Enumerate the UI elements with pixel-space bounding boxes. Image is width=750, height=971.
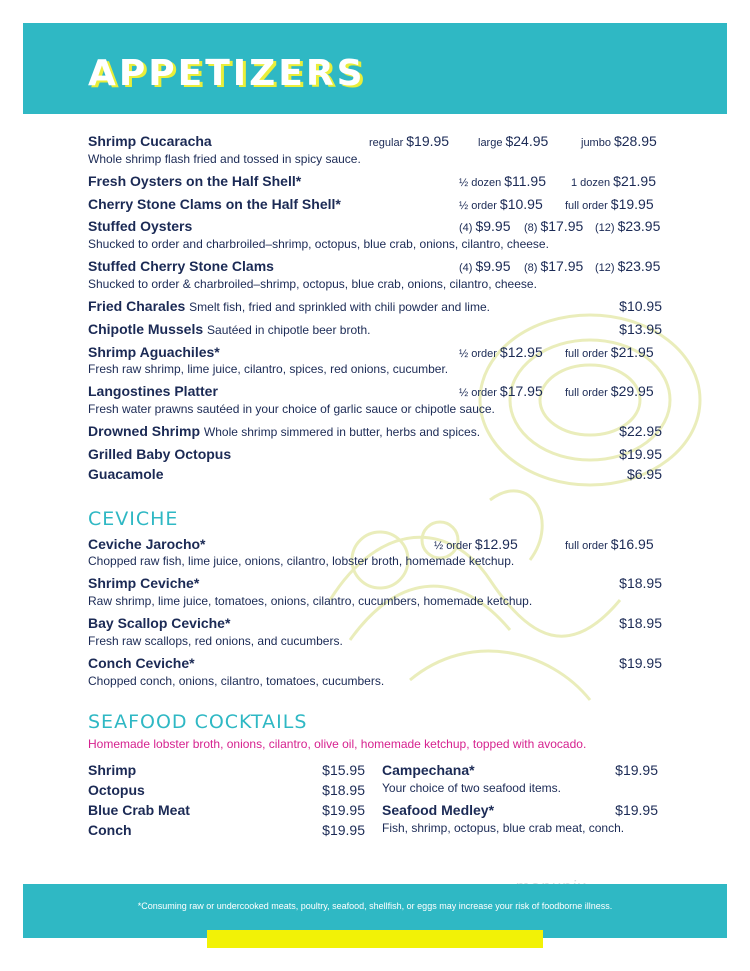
- menu-item: [88, 822, 365, 840]
- item-description: Chopped raw fish, lime juice, onions, cilantro, lobster broth, homemade ketchup.: [88, 554, 515, 568]
- menu-item: Stuffed Oysters (4) $9.95 (8) $17.95 (12) $23.95: [88, 218, 661, 234]
- item-price: $15.95: [322, 762, 365, 778]
- item-price: $12.95: [499, 344, 543, 360]
- item-description: Smelt fish, fried and sprinkled with chili powder and lime.: [189, 300, 490, 314]
- menu-item: [88, 423, 662, 443]
- menu-item: [88, 615, 662, 635]
- item-name: Chipotle Mussels: [88, 321, 204, 337]
- menu-item: [88, 466, 662, 486]
- item-price: $10.95: [619, 298, 662, 314]
- item-name: Octopus: [88, 782, 145, 798]
- footer-disclaimer: *Consuming raw or undercooked meats, poultry, seafood, shellfish, or eggs may increase your risk of foodborne illness.: [137, 901, 613, 911]
- item-price: $19.95: [619, 446, 662, 462]
- item-name: Seafood Medley*: [382, 802, 495, 818]
- menu-item: [88, 575, 662, 595]
- item-name: Stuffed Cherry Stone Clams: [88, 258, 274, 274]
- menu-item: [382, 802, 658, 820]
- item-price: $22.95: [619, 423, 662, 439]
- item-price: $11.95: [504, 173, 546, 189]
- item-price: $9.95: [475, 258, 511, 274]
- menu-item: Ceviche Jarocho* ½ order $12.95 full order $16.95: [88, 536, 654, 552]
- item-description: Your choice of two seafood items.: [382, 781, 561, 795]
- item-name: Conch Ceviche*: [88, 655, 195, 671]
- section-title-ceviche: CEVICHE: [88, 508, 179, 530]
- menu-item: [88, 446, 662, 466]
- item-price: $19.95: [322, 822, 365, 838]
- item-price: $21.95: [613, 173, 656, 189]
- item-price: $19.95: [610, 196, 654, 212]
- item-description: Shucked to order & charbroiled–shrimp, octopus, blue crab, onions, cilantro, cheese.: [88, 277, 537, 291]
- page-title: APPETIZERS: [88, 53, 366, 94]
- item-price: $24.95: [505, 133, 549, 149]
- item-price: $13.95: [619, 321, 662, 337]
- item-description: Fresh raw shrimp, lime juice, cilantro, spices, red onions, cucumber.: [88, 362, 449, 376]
- item-description: Whole shrimp simmered in butter, herbs and spices.: [203, 425, 481, 439]
- item-name: Ceviche Jarocho*: [88, 536, 206, 552]
- menu-item: [88, 655, 662, 675]
- item-name: Stuffed Oysters: [88, 218, 193, 234]
- menu-item: Cherry Stone Clams on the Half Shell* ½ order $10.95 full order $19.95: [88, 196, 654, 212]
- menu-item: [382, 762, 658, 780]
- menu-item: Langostines Platter ½ order $17.95 full order $29.95: [88, 383, 654, 399]
- item-price: $23.95: [617, 218, 661, 234]
- menu-item: [88, 762, 365, 780]
- item-name: Campechana*: [382, 762, 475, 778]
- item-description: Fish, shrimp, octopus, blue crab meat, conch.: [382, 821, 625, 835]
- item-price: $18.95: [619, 615, 662, 631]
- item-price: $19.95: [615, 762, 658, 778]
- item-description: Chopped conch, onions, cilantro, tomatoes, cucumbers.: [88, 674, 385, 688]
- item-description: Sautéed in chipotle beer broth.: [207, 323, 371, 337]
- item-name: Drowned Shrimp: [88, 423, 201, 439]
- item-name: Shrimp: [88, 762, 137, 778]
- item-description: Raw shrimp, lime juice, tomatoes, onions, cilantro, cucumbers, homemade ketchup.: [88, 594, 533, 608]
- item-price: $29.95: [610, 383, 654, 399]
- menu-item: [88, 802, 365, 820]
- cocktails-tagline: Homemade lobster broth, onions, cilantro, olive oil, homemade ketchup, topped with avocado.: [88, 737, 587, 751]
- menu-item: [88, 298, 662, 318]
- item-price: $21.95: [610, 344, 654, 360]
- item-description: Whole shrimp flash fried and tossed in spicy sauce.: [88, 152, 361, 166]
- item-name: Shrimp Aguachiles*: [88, 344, 220, 360]
- item-name: Cherry Stone Clams on the Half Shell*: [88, 196, 341, 212]
- section-title-cocktails: SEAFOOD COCKTAILS: [88, 711, 308, 733]
- item-price: $9.95: [475, 218, 511, 234]
- menu-item: Shrimp Cucaracha regular $19.95 large $24.95 jumbo $28.95: [88, 133, 657, 149]
- item-price: $19.95: [406, 133, 450, 149]
- item-name: Langostines Platter: [88, 383, 218, 399]
- item-price: $18.95: [322, 782, 365, 798]
- item-price: $19.95: [322, 802, 365, 818]
- menu-item: Shrimp Aguachiles* ½ order $12.95 full order $21.95: [88, 344, 654, 360]
- item-name: Guacamole: [88, 466, 164, 482]
- item-price: $28.95: [613, 133, 657, 149]
- item-name: Shrimp Ceviche*: [88, 575, 200, 591]
- menu-item: Stuffed Cherry Stone Clams (4) $9.95 (8) $17.95 (12) $23.95: [88, 258, 661, 274]
- item-name: Bay Scallop Ceviche*: [88, 615, 231, 631]
- item-name: Fried Charales: [88, 298, 186, 314]
- item-description: Shucked to order and charbroiled–shrimp, octopus, blue crab, onions, cilantro, cheese.: [88, 237, 549, 251]
- header-banner: [23, 23, 727, 114]
- item-price: $17.95: [499, 383, 543, 399]
- item-price: $23.95: [617, 258, 661, 274]
- item-name: Blue Crab Meat: [88, 802, 190, 818]
- item-price: $17.95: [540, 258, 584, 274]
- item-description: Fresh raw scallops, red onions, and cucumbers.: [88, 634, 343, 648]
- item-price: $16.95: [610, 536, 654, 552]
- item-name: Shrimp Cucaracha: [88, 133, 212, 149]
- item-price: $17.95: [540, 218, 584, 234]
- item-price: $6.95: [626, 466, 662, 482]
- menu-item: Fresh Oysters on the Half Shell* ½ dozen $11.95 1 dozen $21.95: [88, 173, 656, 189]
- menu-item: [88, 782, 365, 800]
- footer-accent-bar: [207, 930, 543, 948]
- item-description: Fresh water prawns sautéed in your choice of garlic sauce or chipotle sauce.: [88, 402, 495, 416]
- item-price: $18.95: [619, 575, 662, 591]
- item-price: $10.95: [499, 196, 543, 212]
- item-price: $19.95: [619, 655, 662, 671]
- menu-item: [88, 321, 662, 341]
- item-price: $19.95: [615, 802, 658, 818]
- item-name: Grilled Baby Octopus: [88, 446, 232, 462]
- item-name: Fresh Oysters on the Half Shell*: [88, 173, 302, 189]
- item-name: Conch: [88, 822, 132, 838]
- item-price: $12.95: [474, 536, 518, 552]
